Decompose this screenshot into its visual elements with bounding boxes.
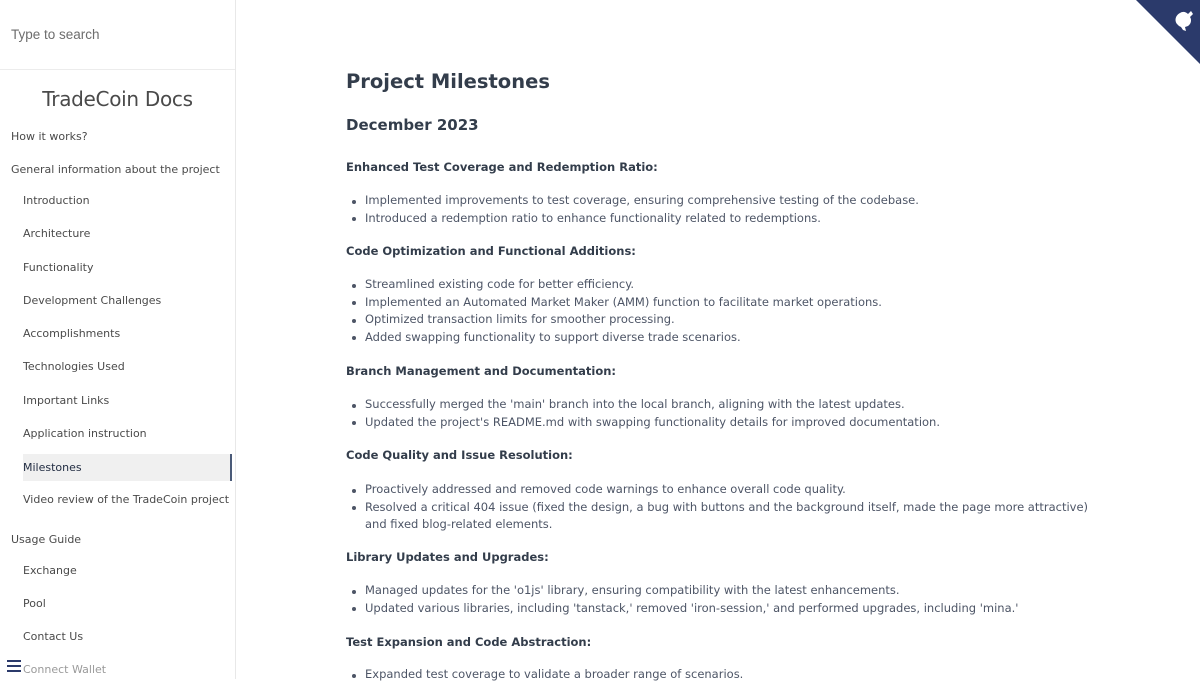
- section-title: Branch Management and Documentation:: [346, 364, 617, 378]
- list-item: Updated the project's README.md with swapping functionality details for improved documentation.: [346, 414, 1106, 432]
- sidebar-item-accomplishments[interactable]: Accomplishments: [23, 327, 121, 340]
- search-input[interactable]: [11, 27, 224, 42]
- sidebar-item-technologies-used[interactable]: Technologies Used: [23, 360, 125, 373]
- list-item: Expanded test coverage to validate a broader range of scenarios.: [346, 666, 1106, 684]
- section-title: Test Expansion and Code Abstraction:: [346, 635, 592, 649]
- sidebar-item-how-it-works[interactable]: How it works?: [11, 130, 88, 143]
- sidebar-item-important-links[interactable]: Important Links: [23, 394, 110, 407]
- sidebar-item-video-review[interactable]: Video review of the TradeCoin project: [23, 493, 230, 506]
- section-title: Code Optimization and Functional Additions:: [346, 244, 636, 258]
- search-bar: [0, 0, 235, 70]
- section-list: [346, 396, 1106, 431]
- list-item: Streamlined existing code for better efficiency.: [346, 276, 1106, 294]
- list-item: Implemented an Automated Market Maker (AMM) function to facilitate market operations.: [346, 294, 1106, 312]
- section-title: Code Quality and Issue Resolution:: [346, 448, 573, 462]
- section-list: [346, 192, 1106, 227]
- sidebar-item-milestones[interactable]: Milestones: [23, 454, 232, 481]
- list-item: Proactively addressed and removed code warnings to enhance overall code quality.: [346, 481, 1106, 499]
- sidebar: [0, 0, 236, 679]
- month-heading: December 2023: [346, 116, 479, 134]
- section-list: [346, 666, 1106, 684]
- sidebar-item-application-instruction[interactable]: Application instruction: [23, 427, 147, 440]
- corner-triangle: [1136, 0, 1200, 64]
- hamburger-menu-icon[interactable]: [7, 660, 21, 671]
- page-title: Project Milestones: [346, 70, 550, 93]
- sidebar-item-functionality[interactable]: Functionality: [23, 261, 94, 274]
- hamburger-line: [7, 665, 21, 667]
- list-item: Implemented improvements to test coverage, ensuring comprehensive testing of the codebase.: [346, 192, 1106, 210]
- sidebar-item-pool[interactable]: Pool: [23, 597, 46, 610]
- sidebar-item-connect-wallet[interactable]: Connect Wallet: [23, 663, 107, 676]
- docs-brand-title[interactable]: TradeCoin Docs: [42, 87, 193, 111]
- section-list: [346, 276, 1106, 346]
- list-item: Introduced a redemption ratio to enhance functionality related to redemptions.: [346, 210, 1106, 228]
- list-item: Resolved a critical 404 issue (fixed the design, a bug with buttons and the background itself, made the page more attractive) and fixed blog-related elements.: [346, 499, 1106, 534]
- sidebar-item-development-challenges[interactable]: Development Challenges: [23, 294, 162, 307]
- section-title: Library Updates and Upgrades:: [346, 550, 549, 564]
- list-item: Successfully merged the 'main' branch into the local branch, aligning with the latest updates.: [346, 396, 1106, 414]
- list-item: Optimized transaction limits for smoother processing.: [346, 311, 1106, 329]
- section-list: [346, 582, 1106, 617]
- github-corner-icon[interactable]: [1136, 0, 1200, 64]
- sidebar-item-exchange[interactable]: Exchange: [23, 564, 77, 577]
- list-item: Added swapping functionality to support diverse trade scenarios.: [346, 329, 1106, 347]
- sidebar-item-general-information[interactable]: General information about the project: [11, 163, 220, 176]
- section-list: [346, 481, 1106, 534]
- section-title: Enhanced Test Coverage and Redemption Ratio:: [346, 160, 658, 174]
- sidebar-item-contact-us[interactable]: Contact Us: [23, 630, 84, 643]
- sidebar-item-introduction[interactable]: Introduction: [23, 194, 90, 207]
- sidebar-item-usage-guide[interactable]: Usage Guide: [11, 533, 82, 546]
- hamburger-line: [7, 670, 21, 672]
- list-item: Managed updates for the 'o1js' library, ensuring compatibility with the latest enhancements.: [346, 582, 1106, 600]
- sidebar-item-architecture[interactable]: Architecture: [23, 227, 91, 240]
- list-item: Updated various libraries, including 'tanstack,' removed 'iron-session,' and performed upgrades, including 'mina.': [346, 600, 1106, 618]
- hamburger-line: [7, 660, 21, 662]
